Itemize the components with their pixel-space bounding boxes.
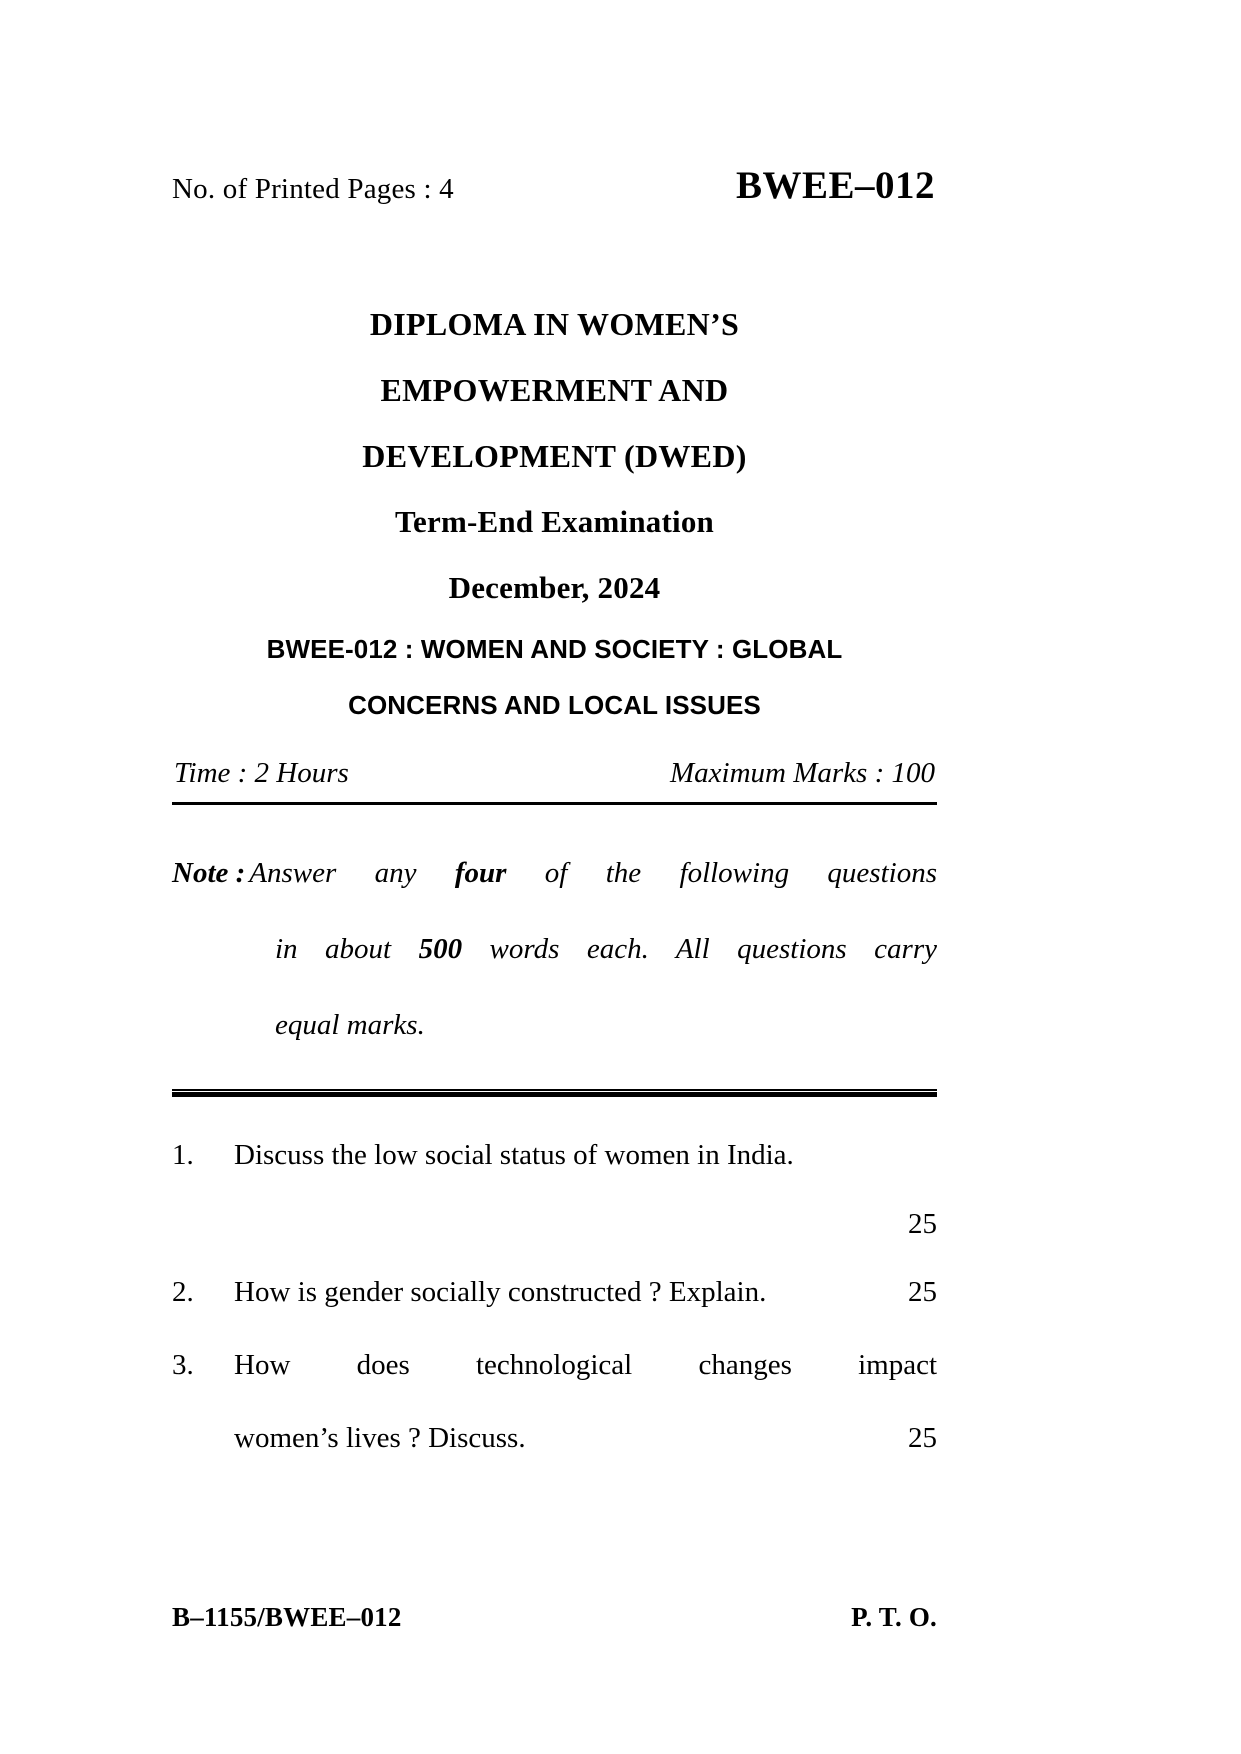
programme-title-line-2: EMPOWERMENT AND: [380, 372, 729, 408]
divider-rule-double: [172, 1089, 937, 1097]
page-content: [172, 0, 937, 1475]
footer-pto-label: P. T. O.: [851, 1602, 937, 1632]
note-line-1: [172, 835, 937, 911]
printed-pages-label: No. of Printed Pages : 4: [172, 173, 454, 205]
question-3-number: 3.: [172, 1349, 194, 1381]
footer-paper-reference: B–1155/BWEE–012: [172, 1602, 402, 1632]
question-item-3-continued: [172, 1402, 937, 1475]
question-item-2: [172, 1256, 937, 1329]
course-title-line-2: CONCERNS AND LOCAL ISSUES: [348, 690, 761, 720]
questions-list: [172, 1119, 937, 1475]
note-line-1-part-a: Answer any: [249, 857, 455, 889]
question-2-number: 2.: [172, 1276, 194, 1308]
note-line-1-text: [249, 835, 937, 911]
question-item-3: [172, 1329, 937, 1402]
question-3-text-line-2: women’s lives ? Discuss.: [234, 1422, 526, 1454]
note-line-2: [172, 911, 937, 987]
title-block: [172, 291, 937, 733]
question-3-marks: 25: [908, 1422, 937, 1454]
page-header-row: [172, 163, 937, 213]
note-label: Note :: [172, 857, 246, 889]
question-1-number: 1.: [172, 1139, 194, 1171]
course-title-line-1: BWEE-012 : WOMEN AND SOCIETY : GLOBAL: [266, 634, 843, 664]
exam-info-row: [172, 757, 937, 790]
question-2-marks: 25: [908, 1276, 937, 1308]
question-item-1: [172, 1119, 937, 1192]
question-3-text-line-1: How does technological changes impact: [234, 1349, 937, 1381]
programme-title-line-3: DEVELOPMENT (DWED): [362, 438, 747, 474]
question-2-text: How is gender socially constructed ? Explain.: [234, 1276, 767, 1308]
divider-rule-top: [172, 802, 937, 805]
question-1-marks: 25: [908, 1208, 937, 1240]
note-emphasis-500: 500: [418, 933, 463, 965]
exam-session-label: December, 2024: [448, 570, 661, 605]
programme-title-line-1: DIPLOMA IN WOMEN’S: [369, 306, 740, 342]
note-line-1-part-c: of the following questions: [506, 857, 937, 889]
question-2-body: [234, 1256, 937, 1329]
note-line-2-part-a: in about: [275, 933, 419, 965]
note-emphasis-four: four: [454, 857, 507, 889]
instructions-note: [172, 835, 937, 1063]
page-footer: [172, 1602, 937, 1633]
exam-duration: Time : 2 Hours: [174, 757, 349, 789]
note-line-2-part-c: words each. All questions carry: [462, 933, 937, 965]
question-1-text: Discuss the low social status of women in India.: [234, 1139, 794, 1171]
note-line-3: equal marks.: [275, 1009, 425, 1041]
exam-type-label: Term-End Examination: [395, 504, 714, 539]
question-3-body-line-2: [234, 1402, 937, 1475]
paper-code: BWEE–012: [735, 164, 935, 207]
exam-maximum-marks: Maximum Marks : 100: [670, 757, 935, 789]
